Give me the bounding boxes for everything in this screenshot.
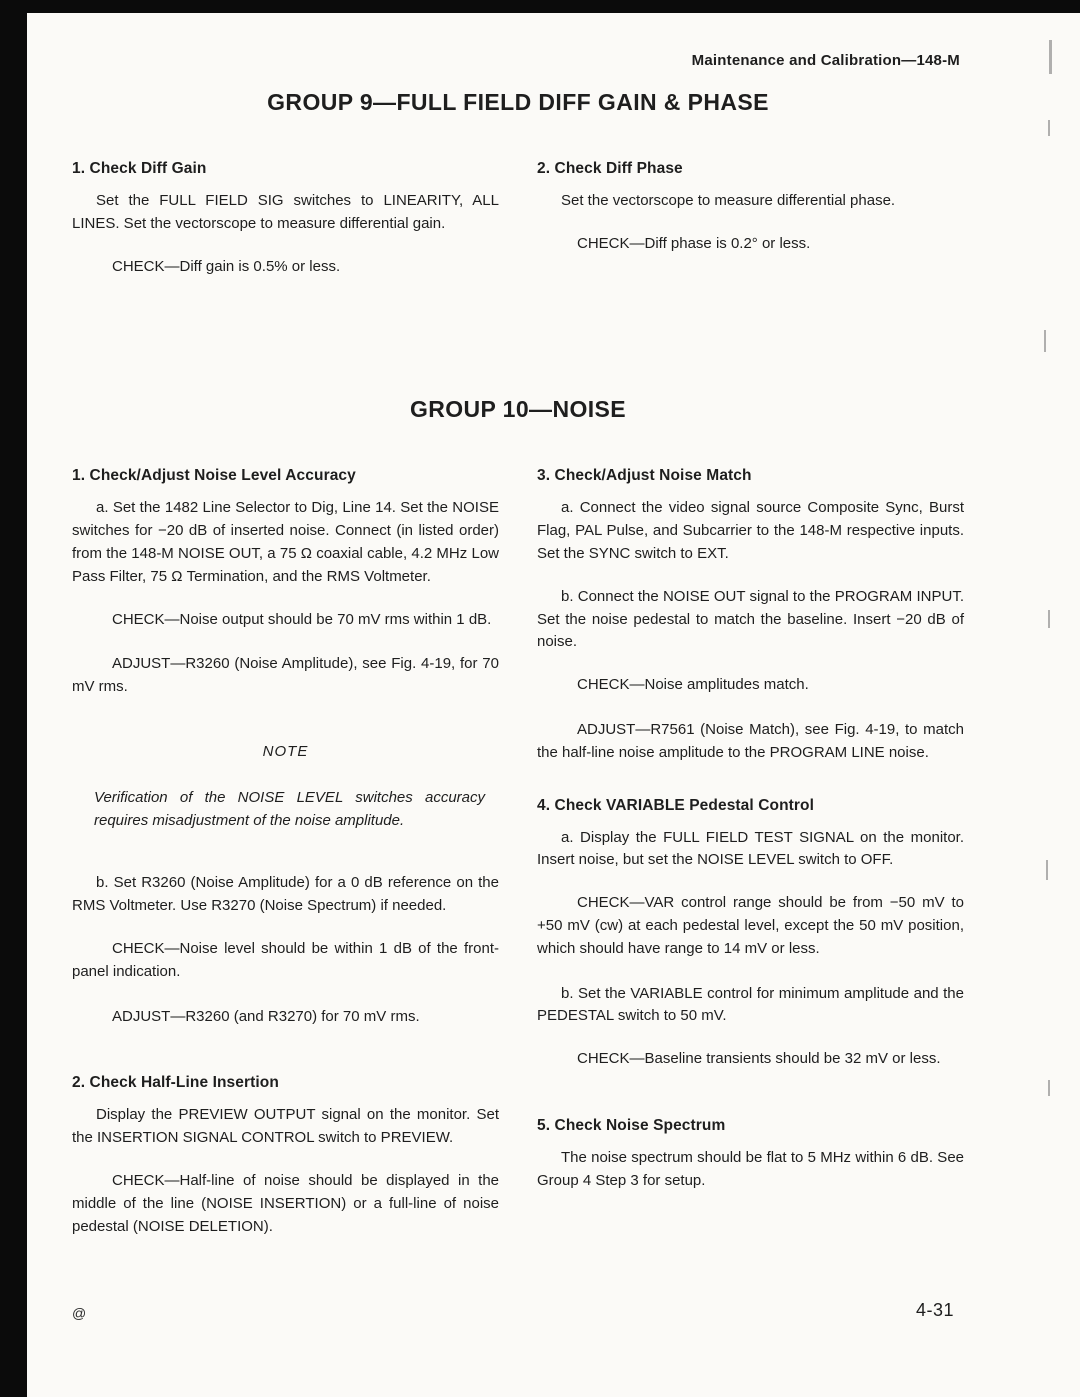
page-content [72, 52, 964, 1260]
group9-right-column [537, 160, 964, 300]
group9-title: GROUP 9—FULL FIELD DIFF GAIN & PHASE [267, 89, 769, 115]
check-line-noise-amplitudes: CHECK—Noise amplitudes match. [577, 676, 809, 694]
page-footer [72, 1300, 964, 1321]
check-line-half-line: CHECK—Half-line of noise should be displayed in the middle of the line (NOISE INSERTION) or a full-line of noise pedestal (NOISE DELETION). [72, 1172, 499, 1235]
adjust-line-r7561: ADJUST—R7561 (Noise Match), see Fig. 4-19, to match the half-line noise amplitude to the PROGRAM LINE noise. [537, 720, 964, 761]
footer-symbol: @ [72, 1305, 87, 1321]
paragraph-noise-spectrum: The noise spectrum should be flat to 5 MHz within 6 dB. See Group 4 Step 3 for setup. [537, 1148, 964, 1189]
heading-noise-spectrum: 5. Check Noise Spectrum [537, 1116, 726, 1134]
adjust-line-r3260: ADJUST—R3260 (Noise Amplitude), see Fig. 4-19, for 70 mV rms. [72, 655, 499, 696]
scan-artifact-left-bar [0, 0, 27, 1397]
paragraph-noise-level-step-a: a. Set the 1482 Line Selector to Dig, Line 14. Set the NOISE switches for −20 dB of inserted noise. Connect (in listed order) from the 148-M NOISE OUT, a 75 Ω coaxial cable, 4.2 MHz Low Pass Filter, 75 Ω Termination, and the RMS Voltmeter. [72, 499, 499, 585]
check-line-baseline-transients: CHECK—Baseline transients should be 32 mV or less. [577, 1050, 941, 1068]
page-number: 4-31 [915, 1300, 954, 1320]
note-title: NOTE [262, 742, 309, 760]
check-line-var-control-range: CHECK—VAR control range should be from −50 mV to +50 mV (cw) at each pedestal level, except the 50 mV position, which should have range to 14 mV or less. [537, 894, 964, 957]
scan-artifact [1048, 1080, 1050, 1096]
group10-left-column [72, 467, 499, 1260]
group9-columns [72, 160, 964, 300]
paragraph-noise-level-step-b: b. Set R3260 (Noise Amplitude) for a 0 dB reference on the RMS Voltmeter. Use R3270 (Noise Spectrum) if needed. [72, 874, 499, 915]
group9-left-column [72, 160, 499, 300]
paragraph-diff-phase-setup: Set the vectorscope to measure differential phase. [561, 192, 896, 209]
scan-artifact [1049, 40, 1052, 74]
scan-artifact [1044, 330, 1046, 352]
scan-artifact [1048, 610, 1050, 628]
paragraph-noise-match-step-a: a. Connect the video signal source Composite Sync, Burst Flag, PAL Pulse, and Subcarrier to the 148-M respective inputs. Set the SYNC switch to EXT. [537, 499, 964, 562]
paragraph-variable-pedestal-step-b: b. Set the VARIABLE control for minimum amplitude and the PEDESTAL switch to 50 mV. [537, 984, 964, 1025]
note-body: Verification of the NOISE LEVEL switches accuracy requires misadjustment of the noise amplitude. [94, 788, 485, 830]
scan-artifact [1048, 120, 1050, 136]
scan-artifact-top-bar [0, 0, 1080, 13]
scan-artifact [1046, 860, 1048, 880]
heading-noise-match: 3. Check/Adjust Noise Match [537, 467, 752, 485]
heading-check-diff-phase: 2. Check Diff Phase [537, 160, 683, 177]
adjust-line-r3260-r3270: ADJUST—R3260 (and R3270) for 70 mV rms. [112, 1007, 420, 1025]
check-line-noise-output: CHECK—Noise output should be 70 mV rms within 1 dB. [112, 610, 492, 628]
check-line-noise-level: CHECK—Noise level should be within 1 dB of the front-panel indication. [72, 940, 499, 980]
group10-title: GROUP 10—NOISE [409, 396, 627, 423]
heading-half-line-insertion: 2. Check Half-Line Insertion [72, 1074, 279, 1092]
paragraph-noise-match-step-b: b. Connect the NOISE OUT signal to the PROGRAM INPUT. Set the noise pedestal to match the baseline. Insert −20 dB of noise. [537, 587, 964, 651]
heading-check-diff-gain: 1. Check Diff Gain [72, 160, 207, 177]
page-header: Maintenance and Calibration—148-M [691, 52, 960, 69]
heading-variable-pedestal: 4. Check VARIABLE Pedestal Control [537, 796, 815, 814]
paragraph-half-line-setup: Display the PREVIEW OUTPUT signal on the monitor. Set the INSERTION SIGNAL CONTROL switch to PREVIEW. [72, 1106, 499, 1147]
group10-columns [72, 467, 964, 1260]
check-line-diff-gain: CHECK—Diff gain is 0.5% or less. [112, 257, 341, 275]
heading-noise-level-accuracy: 1. Check/Adjust Noise Level Accuracy [72, 467, 356, 485]
paragraph-variable-pedestal-step-a: a. Display the FULL FIELD TEST SIGNAL on the monitor. Insert noise, but set the NOISE LEVEL switch to OFF. [537, 828, 964, 869]
group10-right-column [537, 467, 964, 1260]
check-line-diff-phase: CHECK—Diff phase is 0.2° or less. [577, 234, 811, 252]
paragraph-diff-gain-setup: Set the FULL FIELD SIG switches to LINEARITY, ALL LINES. Set the vectorscope to measure differential gain. [72, 192, 499, 232]
